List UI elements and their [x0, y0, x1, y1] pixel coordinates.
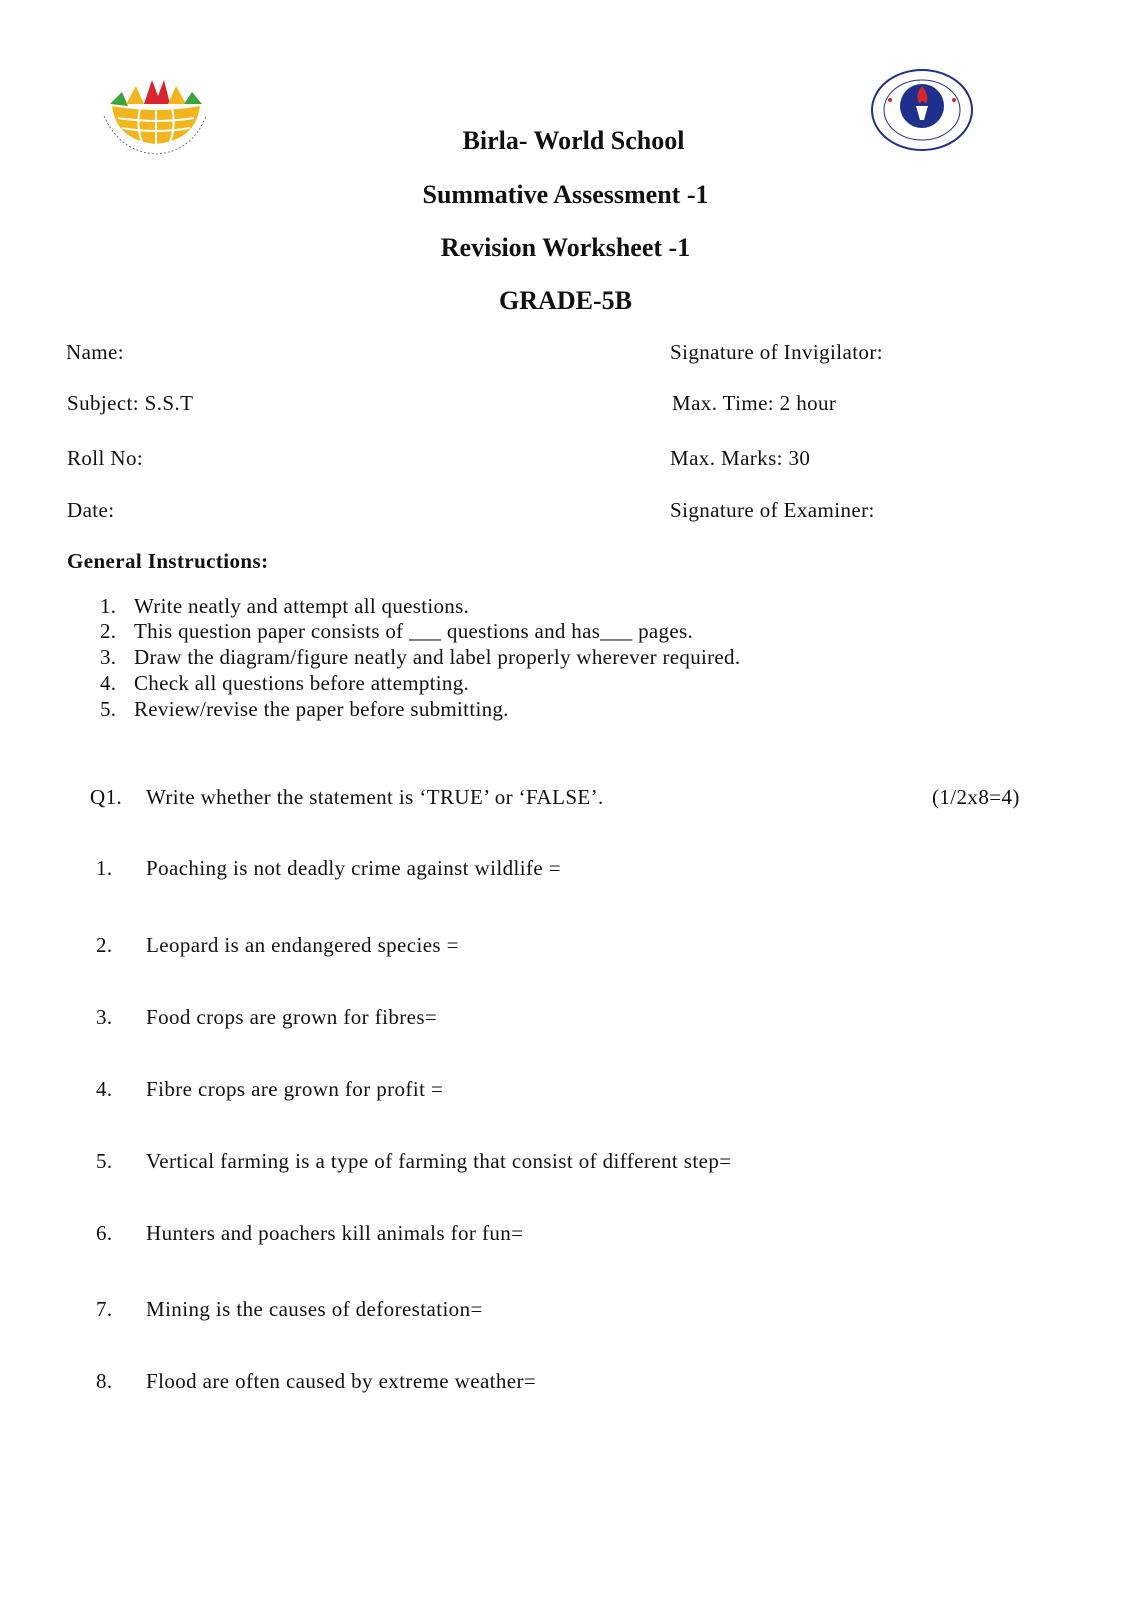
- logo-yellow-leaf-right: [168, 86, 186, 104]
- subject-field: Subject: S.S.T: [67, 391, 194, 415]
- instruction-text: Write neatly and attempt all questions.: [134, 594, 470, 618]
- statement-number: 7.: [96, 1297, 113, 1321]
- instruction-number: 1.: [100, 594, 117, 618]
- logo-yellow-leaf-left: [126, 86, 144, 104]
- statement-text: Vertical farming is a type of farming that consist of different step=: [146, 1149, 732, 1173]
- date-field: Date:: [67, 498, 115, 522]
- statement-item: [96, 1221, 523, 1246]
- logo-red-leaf: [144, 80, 170, 104]
- instruction-item: [100, 671, 469, 696]
- instruction-text: Review/revise the paper before submitting.: [134, 697, 509, 721]
- statement-number: 1.: [96, 856, 113, 880]
- statement-number: 4.: [96, 1077, 113, 1101]
- statement-item: [96, 933, 459, 958]
- worksheet-title: Revision Worksheet -1: [440, 233, 691, 262]
- statement-text: Mining is the causes of deforestation=: [146, 1297, 483, 1321]
- instruction-item: [100, 697, 509, 722]
- roll-no-field: Roll No:: [67, 446, 144, 470]
- invigilator-signature-field: Signature of Invigilator:: [670, 340, 883, 364]
- instructions-heading: General Instructions:: [67, 549, 269, 573]
- statement-text: Hunters and poachers kill animals for fun=: [146, 1221, 524, 1245]
- instruction-number: 5.: [100, 697, 117, 721]
- instruction-number: 4.: [100, 671, 117, 695]
- statement-number: 5.: [96, 1149, 113, 1173]
- instruction-item: [100, 619, 693, 644]
- instruction-number: 2.: [100, 619, 117, 643]
- statement-number: 2.: [96, 933, 113, 957]
- question-label: Q1.: [90, 785, 123, 809]
- instruction-text: Check all questions before attempting.: [134, 671, 470, 695]
- instruction-text: Draw the diagram/figure neatly and label properly wherever required.: [134, 645, 741, 669]
- statement-text: Poaching is not deadly crime against wildlife =: [146, 856, 561, 880]
- school-name: Birla- World School: [462, 126, 685, 155]
- statement-text: Fibre crops are grown for profit =: [146, 1077, 444, 1101]
- statement-number: 3.: [96, 1005, 113, 1029]
- statement-text: Leopard is an endangered species =: [146, 933, 459, 957]
- question-marks: (1/2x8=4): [932, 785, 1020, 809]
- instruction-item: [100, 594, 469, 619]
- max-time-field: Max. Time: 2 hour: [672, 391, 837, 415]
- statement-text: Flood are often caused by extreme weather=: [146, 1369, 537, 1393]
- examiner-signature-field: Signature of Examiner:: [670, 498, 875, 522]
- logo-green-leaf-right: [184, 92, 202, 104]
- instruction-text: This question paper consists of ___ questions and has___ pages.: [134, 619, 693, 643]
- instruction-number: 3.: [100, 645, 117, 669]
- instruction-item: [100, 645, 740, 670]
- max-marks-field: Max. Marks: 30: [670, 446, 811, 470]
- statement-item: [96, 1297, 483, 1322]
- statement-number: 8.: [96, 1369, 113, 1393]
- statement-item: [96, 856, 561, 881]
- statement-item: [96, 1005, 437, 1030]
- question-text: Write whether the statement is ‘TRUE’ or ‘FALSE’.: [146, 785, 604, 809]
- statement-number: 6.: [96, 1221, 113, 1245]
- statement-item: [96, 1149, 731, 1174]
- statement-text: Food crops are grown for fibres=: [146, 1005, 438, 1029]
- assessment-title: Summative Assessment -1: [422, 180, 709, 209]
- logo-green-leaf-left: [110, 92, 128, 106]
- grade-title: GRADE-5B: [499, 286, 632, 315]
- statement-item: [96, 1369, 536, 1394]
- statement-item: [96, 1077, 443, 1102]
- name-field: Name:: [66, 340, 124, 364]
